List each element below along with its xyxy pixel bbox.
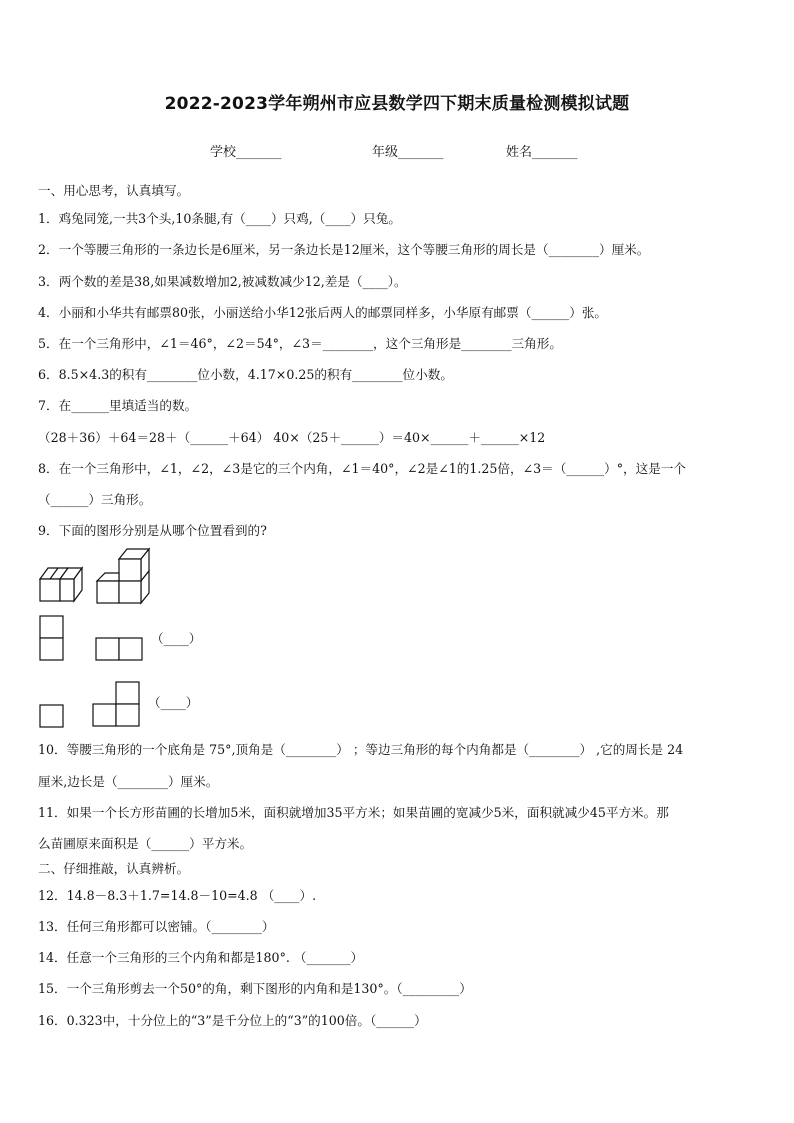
question-4: 4．小丽和小华共有邮票80张，小丽送给小华12张后两人的邮票同样多，小华原有邮票（______）张。 (38, 305, 608, 320)
question-9-blank-1[interactable]: （____） (151, 631, 202, 646)
question-2: 2．一个等腰三角形的一条边长是6厘米，另一条边长是12厘米，这个等腰三角形的周长是（________）厘米。 (38, 242, 650, 257)
question-9-blank-2[interactable]: （____） (148, 695, 199, 710)
cube-figure-3d-right (95, 545, 157, 605)
view-vertical-two-squares (38, 614, 66, 662)
question-13: 13．任何三角形都可以密铺。（________） (38, 919, 275, 934)
question-15: 15．一个三角形剪去一个50°的角，剩下图形的内角和是130°。（_________） (38, 981, 472, 996)
view-l-shape-squares (91, 680, 143, 729)
view-single-square (38, 703, 66, 729)
cube-figure-3d-left (38, 560, 88, 605)
question-7-equations: （28＋36）＋64＝28＋（______＋64） 40×（25＋______）＝40×______＋______×12 (38, 430, 546, 445)
question-11-line-1: 11．如果一个长方形苗圃的长增加5米，面积就增加35平方米；如果苗圃的宽减少5米，面积就减少45平方米。那 (38, 805, 669, 820)
question-7: 7．在______里填适当的数。 (38, 398, 198, 413)
question-9: 9．下面的图形分别是从哪个位置看到的? (38, 523, 267, 538)
question-1: 1．鸡兔同笼,一共3个头,10条腿,有（____）只鸡,（____）只兔。 (38, 211, 401, 226)
section-1-heading: 一、用心思考，认真填写。 (38, 183, 190, 198)
question-6: 6．8.5×4.3的积有________位小数，4.17×0.25的积有________位小数。 (38, 367, 453, 382)
question-8-line-1: 8．在一个三角形中，∠1，∠2，∠3是它的三个内角，∠1＝40°，∠2是∠1的1.25倍，∠3＝（______）°，这是一个 (38, 461, 687, 476)
grade-field: 年级_______ (372, 145, 444, 160)
name-field: 姓名_______ (506, 145, 578, 160)
view-horizontal-two-squares (94, 636, 144, 662)
question-12: 12．14.8－8.3＋1.7=14.8－10=4.8 （____）. (38, 888, 317, 903)
question-5: 5．在一个三角形中，∠1＝46°，∠2＝54°，∠3＝________，这个三角形是________三角形。 (38, 336, 562, 351)
section-2-heading: 二、仔细推敲，认真辨析。 (38, 861, 190, 876)
question-11-line-2: 么苗圃原来面积是（______）平方米。 (38, 836, 253, 851)
question-10-line-1: 10．等腰三角形的一个底角是 75°,顶角是（________） ；等边三角形的每个内角都是（________） ,它的周长是 24 (38, 742, 684, 757)
question-8-line-2: （______）三角形。 (38, 492, 152, 507)
page-title: 2022-2023学年朔州市应县数学四下期末质量检测模拟试题 (164, 94, 630, 114)
question-14: 14．任意一个三角形的三个内角和都是180°. （_______） (38, 950, 364, 965)
question-10-line-2: 厘米,边长是（________）厘米。 (38, 774, 219, 789)
question-3: 3．两个数的差是38,如果减数增加2,被减数减少12,差是（____）。 (38, 274, 407, 289)
school-field: 学校_______ (210, 145, 282, 160)
question-16: 16．0.323中，十分位上的“3”是千分位上的“3”的100倍。（______） (38, 1013, 427, 1028)
